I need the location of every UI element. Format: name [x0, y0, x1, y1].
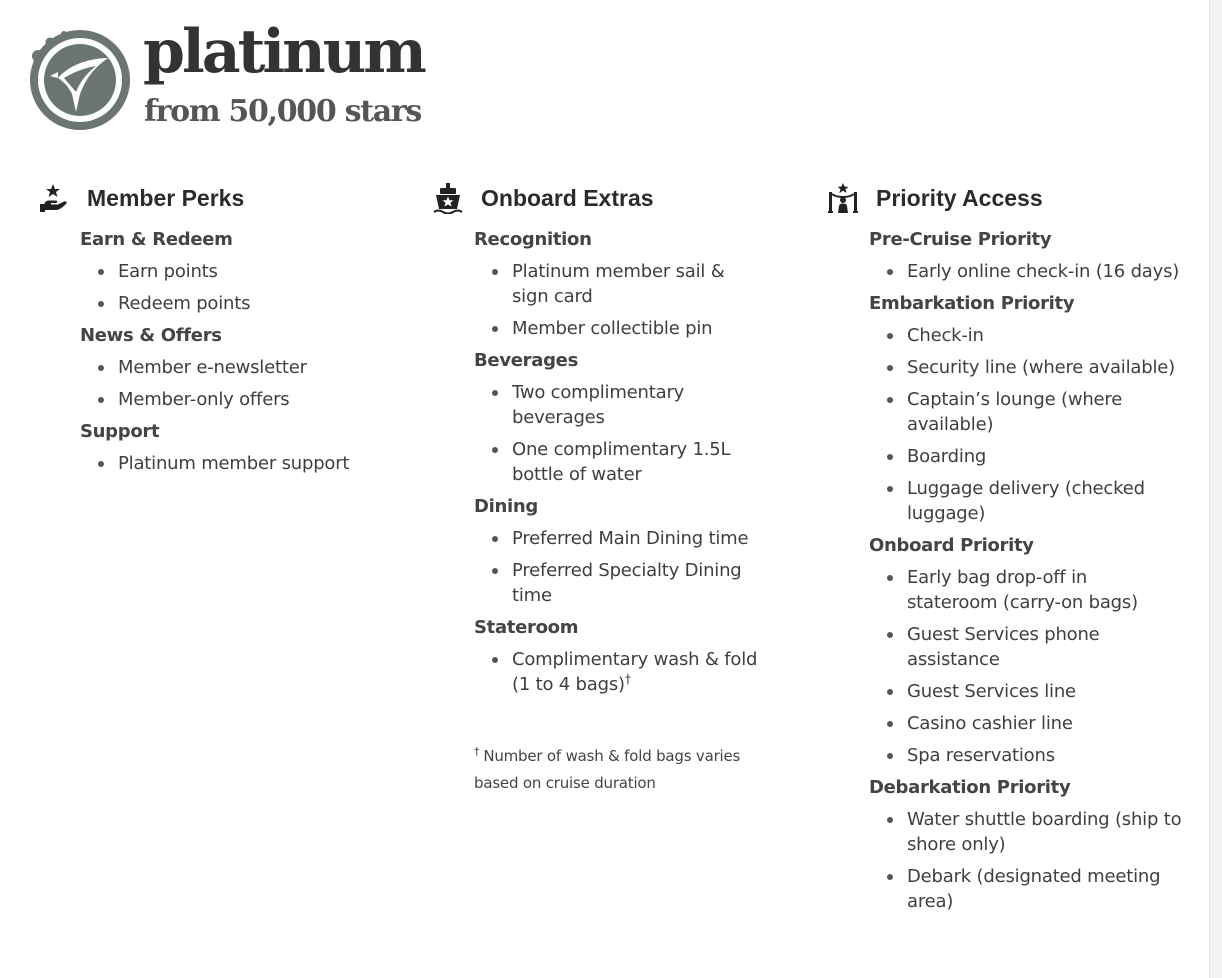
list-item: Luggage delivery (checked luggage)	[869, 476, 1182, 526]
group-title: Onboard Priority	[869, 535, 1034, 556]
list-item: Guest Services phone assistance	[869, 622, 1182, 672]
list-item: One complimentary 1.5L bottle of water	[474, 437, 762, 487]
list-item: Earn points	[80, 259, 368, 284]
list-item: Captain’s lounge (where available)	[869, 387, 1182, 437]
column-heading-text: Member Perks	[87, 184, 245, 211]
list-item: Redeem points	[80, 291, 368, 316]
tier-header	[28, 17, 548, 134]
group-title: Embarkation Priority	[869, 293, 1075, 314]
group-title: Earn & Redeem	[80, 229, 233, 250]
ship-star-icon	[432, 182, 464, 214]
list-item: Member e-newsletter	[80, 355, 368, 380]
group-title: Support	[80, 421, 160, 442]
list-item: Preferred Main Dining time	[474, 526, 762, 551]
list-item	[474, 647, 762, 697]
list-item: Check-in	[869, 323, 1182, 348]
list-item: Two complimentary beverages	[474, 380, 762, 430]
list-item: Platinum member support	[80, 451, 368, 476]
footnote	[474, 743, 774, 797]
tier-name: platinum	[143, 17, 424, 87]
list-item: Spa reservations	[869, 743, 1182, 768]
footnote-marker: †	[474, 745, 480, 758]
group-title: News & Offers	[80, 325, 222, 346]
column-onboard-extras	[432, 181, 762, 797]
column-heading	[827, 181, 1182, 215]
priority-line-icon	[827, 182, 859, 214]
list-item: Guest Services line	[869, 679, 1182, 704]
column-heading-text: Onboard Extras	[481, 184, 654, 211]
list-item: Water shuttle boarding (ship to shore only)	[869, 807, 1182, 857]
group-title: Dining	[474, 496, 538, 517]
footnote-marker: †	[624, 672, 631, 686]
list-item: Debark (designated meeting area)	[869, 864, 1182, 914]
hand-star-icon	[38, 182, 70, 214]
group-title: Recognition	[474, 229, 592, 250]
column-heading-text: Priority Access	[876, 184, 1043, 211]
group-title: Debarkation Priority	[869, 777, 1071, 798]
list-item: Boarding	[869, 444, 1182, 469]
group-title: Pre-Cruise Priority	[869, 229, 1052, 250]
list-item: Early online check-in (16 days)	[869, 259, 1182, 284]
tier-logo-icon	[28, 28, 132, 132]
column-member-perks	[38, 181, 368, 483]
column-priority-access	[827, 181, 1182, 921]
list-item: Early bag drop-off in stateroom (carry-on bags)	[869, 565, 1182, 615]
list-item: Preferred Specialty Dining time	[474, 558, 762, 608]
list-item-text: Complimentary wash & fold (1 to 4 bags)	[512, 649, 758, 695]
group-title: Beverages	[474, 350, 578, 371]
list-item: Casino cashier line	[869, 711, 1182, 736]
list-item: Member collectible pin	[474, 316, 762, 341]
tier-threshold: from 50,000 stars	[144, 94, 421, 129]
list-item: Security line (where available)	[869, 355, 1182, 380]
column-heading	[432, 181, 762, 215]
footnote-text: Number of wash & fold bags varies based on cruise duration	[474, 747, 741, 792]
list-item: Member-only offers	[80, 387, 368, 412]
list-item: Platinum member sail & sign card	[474, 259, 762, 309]
scrollbar-track[interactable]	[1209, 0, 1222, 978]
group-title: Stateroom	[474, 617, 579, 638]
column-heading	[38, 181, 368, 215]
